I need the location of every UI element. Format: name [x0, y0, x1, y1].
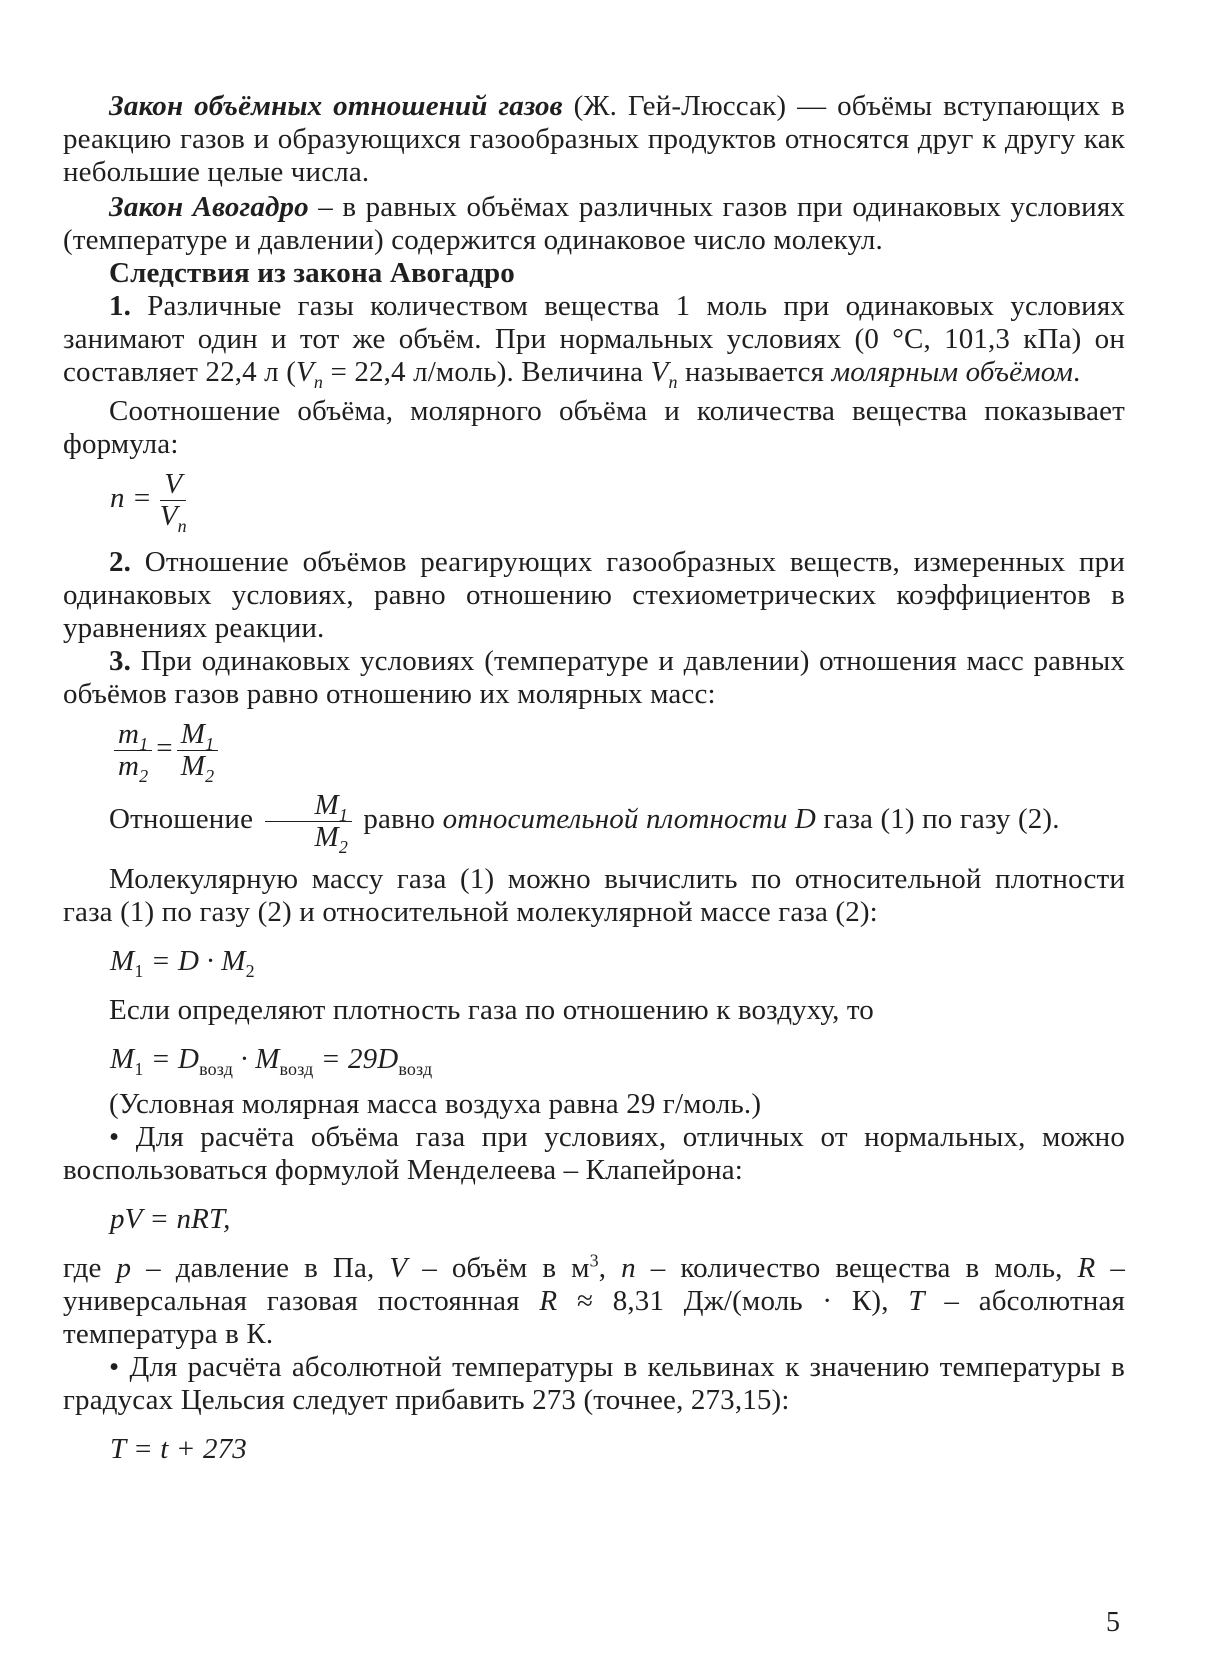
where-paragraph — [63, 1252, 1125, 1351]
ratio-before: Отношение — [109, 803, 261, 836]
inline-denominator — [265, 821, 352, 857]
numerator-M1 — [177, 718, 218, 754]
formula-mass-ratio — [63, 718, 1125, 786]
air-m: · M — [233, 1043, 280, 1075]
formula-t-equals-t-plus-273: T = t + 273 — [110, 1433, 247, 1465]
corollaries-heading: Следствия из закона Авогадро — [109, 257, 515, 289]
bullet-absolute-temperature: • Для расчёта абсолютной температуры в кельвинах к значению температуры в градусах Цельсия следует прибавить 273 (точнее, 273,15): — [63, 1351, 1125, 1416]
sub-1b: 1 — [205, 733, 215, 754]
where-h: – абсолютная температура в К. — [63, 1285, 1125, 1350]
inline-numerator — [265, 789, 352, 825]
where-t: T — [908, 1285, 925, 1317]
inline-sub-1: 1 — [338, 804, 348, 825]
corollary-1-text-d: . — [1073, 356, 1081, 388]
corollary-3-text: При одинаковых условиях (температуре и давлении) отношения масс равных объёмов газов равно отношению их молярных масс: — [63, 645, 1125, 710]
m-letter: m — [118, 718, 140, 750]
relation-sentence: Соотношение объёма, молярного объёма и количества вещества показывает формула: — [63, 395, 1125, 460]
air-sub-2: возд — [279, 1058, 314, 1079]
air-sub-3: возд — [398, 1058, 433, 1079]
corollary-3 — [63, 645, 1125, 711]
fraction-M1-over-M2 — [177, 718, 218, 786]
molecular-mass-paragraph: Молекулярную массу газа (1) можно вычислить по относительной плотности газа (1) по газу (2) и относительной молекулярной массе газа (2): — [63, 863, 1125, 928]
m2-sub: 2 — [245, 960, 255, 981]
where-n: n — [621, 1252, 636, 1284]
M-letter-2: M — [180, 750, 206, 782]
corollary-1-number: 1. — [109, 290, 132, 322]
fraction-numerator-v: V — [160, 469, 186, 501]
corollary-2-number: 2. — [109, 546, 132, 578]
inline-sub-2: 2 — [338, 836, 348, 857]
relative-density-term: относительной плотности — [442, 803, 788, 836]
air-m1-sub: 1 — [134, 1058, 144, 1079]
d-symbol: D — [787, 803, 816, 836]
denominator-v: V — [159, 500, 178, 532]
vn-letter: V — [296, 356, 314, 388]
denominator-M2 — [177, 750, 218, 786]
page-body — [63, 90, 1125, 1466]
corollary-1-text-a: Различные газы количеством вещества 1 моль при одинаковых условиях занимают один и тот же объём. При нормальных условиях (0 °С, 101,3 кПа) он составляет 22,4 л ( — [63, 290, 1125, 388]
where-f: – универсальная газовая постоянная — [63, 1252, 1125, 1317]
corollary-3-number: 3. — [109, 645, 132, 677]
vn-letter-2: V — [650, 356, 669, 388]
where-c: – объём в м — [407, 1252, 590, 1284]
gay-lussac-paragraph — [63, 90, 1125, 189]
page-number: 5 — [1106, 1607, 1120, 1638]
formula-pv-nrt: pV = nRT, — [110, 1203, 231, 1235]
where-p: p — [116, 1252, 132, 1284]
vn-symbol — [296, 356, 324, 392]
numerator-m1 — [114, 718, 152, 754]
fraction-m1-over-m2 — [114, 718, 152, 786]
where-sup3: 3 — [589, 1250, 599, 1271]
m1-sub: 1 — [134, 960, 144, 981]
corollary-1 — [63, 290, 1125, 392]
ratio-tail: газа (1) по газу (2). — [815, 803, 1060, 836]
avogadro-law-text: – в равных объёмах различных газов при одинаковых условиях (температуре и давлении) содержится одинаковое число молекул. — [63, 191, 1125, 256]
where-r2: R — [539, 1285, 558, 1317]
where-r: R — [1077, 1252, 1096, 1284]
where-g: ≈ 8,31 Дж/(моль · К), — [557, 1285, 909, 1317]
relative-density-line — [63, 789, 1125, 857]
air-29d: = 29D — [313, 1043, 399, 1075]
avogadro-paragraph — [63, 191, 1125, 257]
corollary-1-text-c: называется — [677, 356, 832, 388]
denominator-n: n — [177, 515, 187, 536]
formula-m1-equals-d-m2 — [63, 945, 1125, 981]
m1-mid: = D · M — [143, 945, 246, 977]
where-e: – количество вещества в моль, — [635, 1252, 1078, 1284]
fraction-M1-over-M2-inline — [265, 789, 352, 857]
air-molar-mass-note: (Условная молярная масса воздуха равна 29 г/моль.) — [109, 1088, 762, 1120]
gay-lussac-law-text: (Ж. Гей-Люссак) — объёмы вступающих в реакцию газов и образующихся газообразных продуктов относятся друг к другу как небольшие целые числа. — [63, 90, 1125, 188]
bullet-mendeleev-clapeyron: • Для расчёта объёма газа при условиях, отличных от нормальных, можно воспользоваться формулой Менделеева – Клапейрона: — [63, 1121, 1125, 1186]
m1-letter: M — [110, 945, 135, 977]
inline-M-2: M — [314, 821, 339, 853]
formula-n-lhs: n = — [110, 482, 152, 515]
gay-lussac-law-title: Закон объёмных отношений газов — [109, 90, 563, 122]
air-sub-1: возд — [199, 1058, 234, 1079]
vn-subscript-2: n — [668, 371, 678, 392]
equals-sign: = — [156, 732, 173, 765]
where-a: где — [63, 1252, 117, 1284]
inline-M: M — [314, 789, 339, 821]
M-letter: M — [180, 718, 206, 750]
air-d: = D — [143, 1043, 200, 1075]
fraction-denominator-vn — [156, 500, 191, 536]
vn-subscript: n — [313, 371, 324, 392]
sub-2b: 2 — [205, 765, 215, 786]
vn-symbol-2 — [650, 356, 678, 392]
corollary-1-text-b: = 22,4 л/моль). Величина — [323, 356, 651, 388]
where-b: – давление в Па, — [131, 1252, 390, 1284]
where-v: V — [389, 1252, 408, 1284]
air-m1-letter: M — [110, 1043, 135, 1075]
formula-n-equals-v-over-vn — [63, 468, 1125, 536]
fraction-v-over-vn — [156, 468, 191, 536]
formula-air-density — [63, 1043, 1125, 1079]
ratio-after: равно — [355, 803, 443, 836]
sub-2: 2 — [139, 765, 149, 786]
sub-1: 1 — [139, 733, 149, 754]
avogadro-law-title: Закон Авогадро — [109, 191, 309, 223]
corollary-2 — [63, 546, 1125, 645]
corollary-2-text: Отношение объёмов реагирующих газообразных веществ, измеренных при одинаковых условиях, равно отношению стехиометрических коэффициентов в уравнениях реакции. — [63, 546, 1125, 644]
denominator-m2 — [114, 750, 152, 786]
air-density-sentence: Если определяют плотность газа по отношению к воздуху, то — [109, 994, 874, 1026]
m-letter-2: m — [118, 750, 140, 782]
where-d: , — [598, 1252, 622, 1284]
molar-volume-term: молярным объёмом — [831, 356, 1073, 388]
